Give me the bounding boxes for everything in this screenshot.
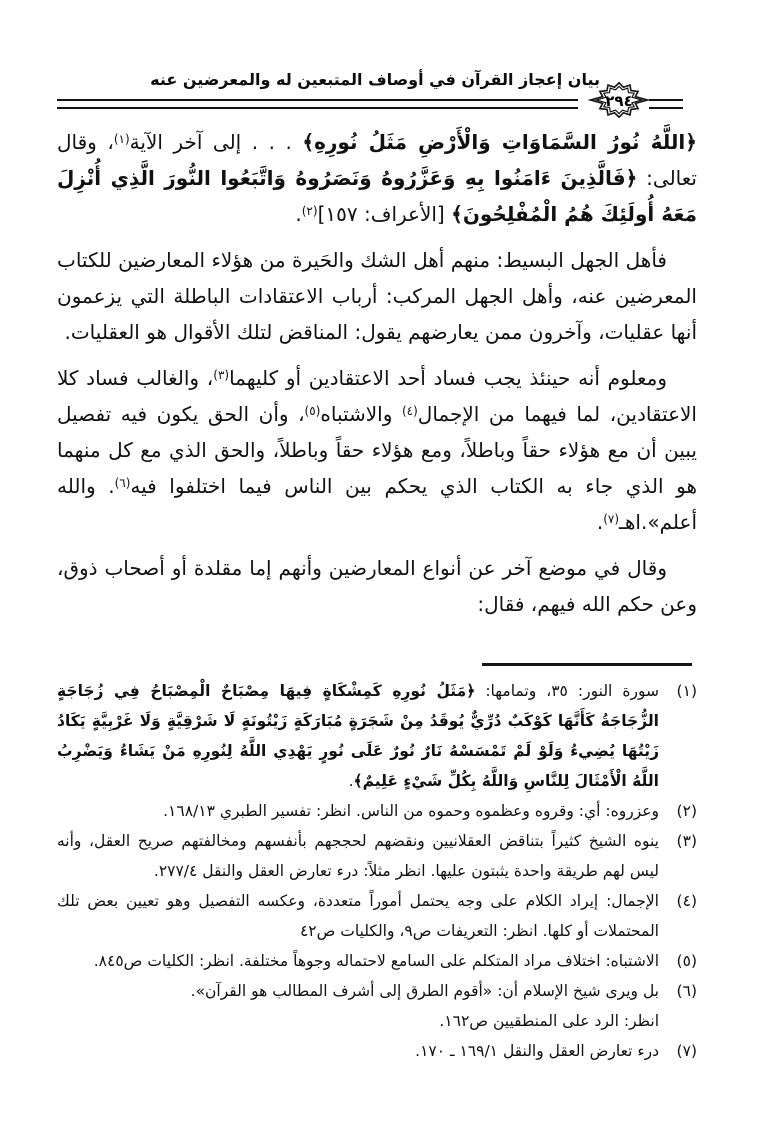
footnote-text — [57, 796, 659, 826]
footnote-number: (١) — [676, 682, 697, 700]
text-run: ينوه الشيخ كثيراً بتناقض العقلانيين ونقضهم لحججهم بأنفسهم ومخالفتهم صريح العقل، وأنه ليس لهم طريقة واحدة يثبتون عليها. انظر مثلاً: درء تعارض العقل والنقل ٢٧٧/٤. — [57, 832, 659, 880]
text-run: درء تعارض العقل والنقل ١٦٩/١ ـ ١٧٠. — [415, 1042, 659, 1060]
text-run: ، وقال تعالى: — [57, 130, 697, 190]
header-double-rule-right — [649, 99, 683, 109]
header-double-rule — [57, 99, 578, 109]
text-run: فأهل الجهل البسيط: منهم أهل الشك والحَيرة من هؤلاء المعارضين للكتاب المعرضين عنه، وأهل الجهل المركب: أرباب الاعتقادات الباطلة التي يزعمون أنها عقليات، وآخرون ممن يعارضهم يقول: المناقض لتلك الأقوال هو العقليات. — [57, 248, 697, 344]
body-paragraph — [57, 550, 697, 622]
page-header-title: بيان إعجاز القرآن في أوصاف المتبعين له والمعرضين عنه — [150, 70, 600, 89]
footnote-item — [57, 1036, 697, 1066]
text-run: بل ويرى شيخ الإسلام أن: «أقوم الطرق إلى أشرف المطالب هو القرآن». — [190, 982, 659, 1000]
page-number-ornament — [586, 76, 652, 124]
footnote-text — [57, 976, 659, 1036]
text-run: ومعلوم أنه حينئذ يجب فساد أحد الاعتقادين أو كليهما — [229, 366, 668, 390]
text-run: سورة النور: ٣٥، وتمامها: — [475, 682, 659, 700]
footnote-item — [57, 946, 697, 976]
footnote-text — [57, 676, 659, 796]
footnote-text — [57, 826, 659, 886]
text-run: . — [596, 510, 604, 534]
footnote-ref-marker: (١) — [113, 132, 130, 146]
text-run: . والله أعلم».اهـ — [57, 474, 697, 534]
footnote-item — [57, 676, 697, 796]
text-run: [الأعراف: ١٥٧] — [317, 202, 452, 226]
body-paragraph — [57, 124, 697, 232]
text-run: وقال في موضع آخر عن أنواع المعارضين وأنهم إما مقلدة أو أصحاب ذوق، وعن حكم الله فيهم، فقال: — [57, 556, 697, 616]
footnote-item — [57, 976, 697, 1036]
footnote-ref-marker: (٢) — [301, 204, 318, 218]
text-run: وعزروه: أي: وقروه وعظموه وحموه من الناس. انظر: تفسير الطبري ١٦٨/١٣. — [163, 802, 659, 820]
footnote-text — [57, 946, 659, 976]
quran-verse: ﴿فَالَّذِينَ ءَامَنُوا بِهِ وَعَزَّرُوهُ وَنَصَرُوهُ وَاتَّبَعُوا النُّورَ الَّذِي أُنْزِلَ مَعَهُ أُولَئِكَ هُمُ الْمُفْلِحُونَ﴾ — [57, 166, 697, 226]
footnote-number: (٦) — [676, 982, 697, 1000]
footnote-text — [57, 1036, 659, 1066]
footnote-number: (٥) — [676, 952, 697, 970]
footnote-ref-marker: (٥) — [304, 404, 321, 418]
footnotes-list — [57, 676, 697, 1066]
body-paragraph — [57, 360, 697, 540]
footnote-number: (٢) — [676, 802, 697, 820]
footnote-separator — [482, 663, 692, 666]
footnote-item — [57, 796, 697, 826]
footnote-ref-marker: (٤) — [401, 404, 418, 418]
footnote-number: (٤) — [676, 892, 697, 910]
footnote-item — [57, 886, 697, 946]
footnote-item — [57, 826, 697, 886]
body-text — [57, 124, 697, 632]
text-run: ، وأن الحق يكون فيه تفصيل يبين أن مع هؤلاء حقاً وباطلاً، ومع هؤلاء حقاً وباطلاً، والحق الذي مع كل منهما هو الذي جاء به الكتاب الذي يحكم بين الناس فيما اختلفوا فيه — [57, 402, 697, 498]
text-run: . — [295, 202, 302, 226]
text-run: انظر: الرد على المنطقيين ص١٦٢. — [439, 1012, 659, 1030]
text-run: ، والغالب فساد كلا الاعتقادين، لما فيهما من الإجمال — [57, 366, 697, 426]
page-number: ٢٩٤ — [605, 92, 633, 110]
text-run: . — [348, 772, 354, 790]
footnote-ref-marker: (٦) — [114, 476, 131, 490]
quran-verse: ﴿اللَّهُ نُورُ السَّمَاوَاتِ وَالْأَرْضِ مَثَلُ نُورِهِ﴾ — [302, 130, 698, 154]
text-run: . . . إلى آخر الآية — [129, 130, 303, 154]
footnote-text — [57, 886, 659, 946]
text-run: والاشتباه — [320, 402, 402, 426]
footnote-number: (٣) — [676, 832, 697, 850]
footnote-number: (٧) — [676, 1042, 697, 1060]
footnote-ref-marker: (٣) — [213, 368, 230, 382]
body-paragraph — [57, 242, 697, 350]
text-run: الاشتباه: اختلاف مراد المتكلم على السامع لاحتماله وجوهاً مختلفة. انظر: الكليات ص٨٤٥. — [93, 952, 659, 970]
text-run: الإجمال: إيراد الكلام على وجه يحتمل أموراً متعددة، وعكسه التفصيل وهو تعيين بعض تلك المحتملات أو كلها. انظر: التعريفات ص٩، والكليات ص٤٢ — [57, 892, 659, 940]
quran-verse: ﴿مَثَلُ نُورِهِ كَمِشْكَاةٍ فِيهَا مِصْبَاحٌ الْمِصْبَاحُ فِي زُجَاجَةٍ الزُّجَاجَةُ كَأَنَّهَا كَوْكَبٌ دُرِّيٌّ يُوقَدُ مِنْ شَجَرَةٍ مُبَارَكَةٍ زَيْتُونَةٍ لَا شَرْقِيَّةٍ وَلَا غَرْبِيَّةٍ يَكَادُ زَيْتُهَا يُضِيءُ وَلَوْ لَمْ تَمْسَسْهُ نَارٌ نُورٌ عَلَى نُورٍ يَهْدِي اللَّهُ لِنُورِهِ مَنْ يَشَاءُ وَيَضْرِبُ اللَّهُ الْأَمْثَالَ لِلنَّاسِ وَاللَّهُ بِكُلِّ شَيْءٍ عَلِيمٌ﴾ — [57, 682, 659, 790]
footnote-ref-marker: (٧) — [603, 512, 620, 526]
